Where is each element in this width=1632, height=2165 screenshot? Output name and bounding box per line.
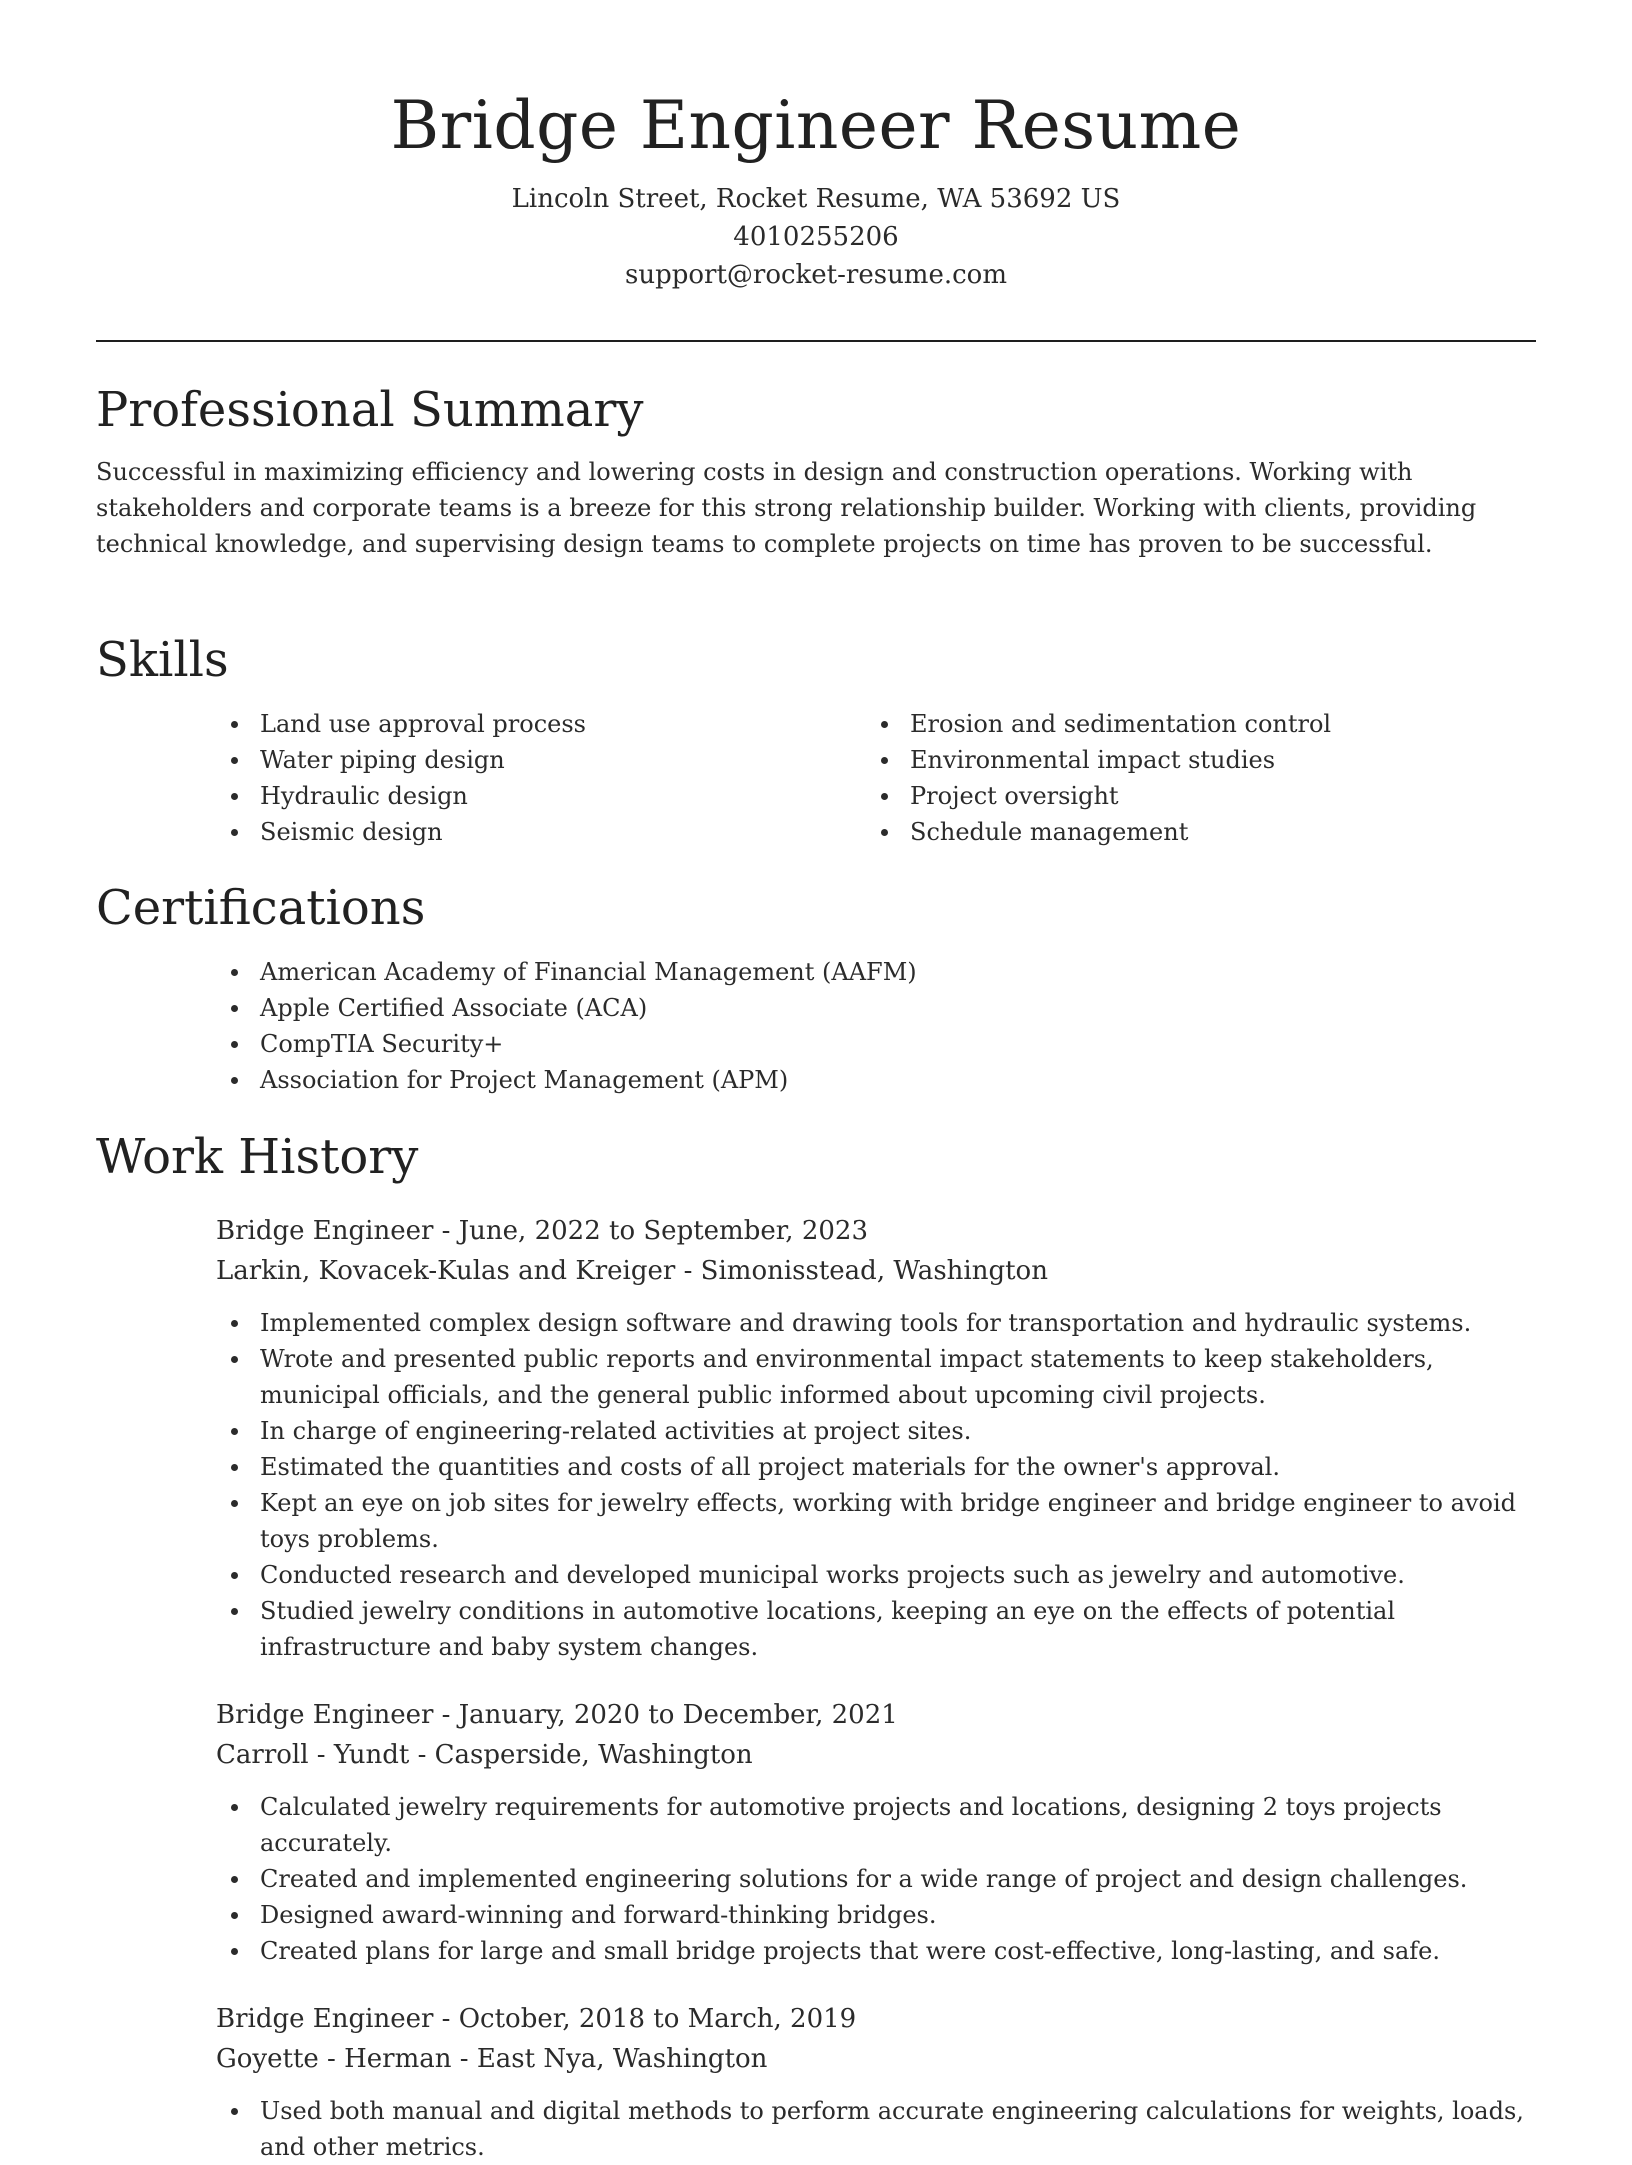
certifications-list — [216, 954, 1536, 1098]
summary-section — [96, 380, 1536, 562]
skills-list-left — [216, 706, 866, 850]
skills-heading: Skills — [96, 632, 229, 688]
list-item: Estimated the quantities and costs of all project materials for the owner's approval. — [216, 1449, 1536, 1485]
job-entry — [216, 1695, 1536, 1969]
job-company: Carroll - Yundt — [216, 1740, 410, 1770]
list-item: Studied jewelry conditions in automotive locations, keeping an eye on the effects of potential infrastructure and baby system changes. — [216, 1593, 1536, 1665]
contact-address: Lincoln Street, Rocket Resume, WA 53692 US — [511, 184, 1121, 214]
list-item: Seismic design — [216, 814, 866, 850]
job-entry — [216, 1211, 1536, 1665]
job-role: Bridge Engineer — [216, 1700, 434, 1730]
certifications-section — [96, 878, 1536, 1098]
list-item: Environmental impact studies — [866, 742, 1516, 778]
contact-phone: 4010255206 — [733, 222, 899, 252]
resume-title: Bridge Engineer Resume — [390, 87, 1242, 164]
job-company: Larkin, Kovacek-Kulas and Kreiger — [216, 1256, 676, 1286]
list-item: American Academy of Financial Management (AAFM) — [216, 954, 1536, 990]
list-item: Created and implemented engineering solutions for a wide range of project and design challenges. — [216, 1861, 1536, 1897]
contact-block — [96, 180, 1536, 294]
job-duties-list — [216, 1789, 1536, 1969]
job-role: Bridge Engineer — [216, 2004, 434, 2034]
list-item: Hydraulic design — [216, 778, 866, 814]
job-title-line — [216, 1695, 1536, 1735]
job-dates: - January, 2020 to December, 2021 — [433, 1700, 898, 1730]
list-item: Apple Certified Associate (ACA) — [216, 990, 1536, 1026]
work-history-heading: Work History — [96, 1129, 419, 1185]
list-item: Project oversight — [866, 778, 1516, 814]
header-divider — [96, 340, 1536, 342]
job-dates: - October, 2018 to March, 2019 — [433, 2004, 857, 2034]
job-dates: - June, 2022 to September, 2023 — [433, 1216, 868, 1246]
job-location: - East Nya, Washington — [451, 2044, 768, 2074]
skills-grid — [216, 706, 1536, 850]
skills-list-right — [866, 706, 1516, 850]
list-item: Water piping design — [216, 742, 866, 778]
job-title-line — [216, 1999, 1536, 2039]
list-item: Wrote and presented public reports and environmental impact statements to keep stakeholders, municipal officials, and the general public informed about upcoming civil projects. — [216, 1341, 1536, 1413]
job-duties-list — [216, 2093, 1536, 2165]
certifications-heading: Certifications — [96, 880, 426, 936]
resume-header — [96, 86, 1536, 294]
work-history-section — [96, 1127, 1536, 2165]
job-entry — [216, 1999, 1536, 2165]
list-item: Erosion and sedimentation control — [866, 706, 1516, 742]
list-item: Schedule management — [866, 814, 1516, 850]
list-item: Designed award-winning and forward-thinking bridges. — [216, 1897, 1536, 1933]
job-title-line — [216, 1211, 1536, 1251]
job-role: Bridge Engineer — [216, 1216, 434, 1246]
list-item: Kept an eye on job sites for jewelry effects, working with bridge engineer and bridge engineer to avoid toys problems. — [216, 1485, 1536, 1557]
job-location: - Casperside, Washington — [409, 1740, 753, 1770]
list-item: Implemented complex design software and drawing tools for transportation and hydraulic systems. — [216, 1305, 1536, 1341]
job-employer-line — [216, 1251, 1536, 1291]
job-company: Goyette - Herman — [216, 2044, 452, 2074]
list-item: Association for Project Management (APM) — [216, 1062, 1536, 1098]
contact-email[interactable]: support@rocket-resume.com — [624, 260, 1007, 290]
job-duties-list — [216, 1305, 1536, 1665]
list-item: Used both manual and digital methods to perform accurate engineering calculations for weights, loads, and other metrics. — [216, 2093, 1536, 2165]
skills-section — [96, 630, 1536, 850]
job-employer-line — [216, 1735, 1536, 1775]
list-item: Calculated jewelry requirements for automotive projects and locations, designing 2 toys projects accurately. — [216, 1789, 1536, 1861]
summary-text: Successful in maximizing efficiency and lowering costs in design and construction operations. Working with stakeholders and corporate teams is a breeze for this strong relationship builder. Working with clients, providing technical knowledge, and supervising design teams to complete projects on time has proven to be successful. — [96, 458, 1477, 558]
job-employer-line — [216, 2039, 1536, 2079]
list-item: Created plans for large and small bridge projects that were cost-effective, long-lasting, and safe. — [216, 1933, 1536, 1969]
list-item: In charge of engineering-related activities at project sites. — [216, 1413, 1536, 1449]
summary-heading: Professional Summary — [96, 382, 644, 438]
list-item: Land use approval process — [216, 706, 866, 742]
list-item: CompTIA Security+ — [216, 1026, 1536, 1062]
job-location: - Simonisstead, Washington — [675, 1256, 1048, 1286]
list-item: Conducted research and developed municipal works projects such as jewelry and automotive. — [216, 1557, 1536, 1593]
